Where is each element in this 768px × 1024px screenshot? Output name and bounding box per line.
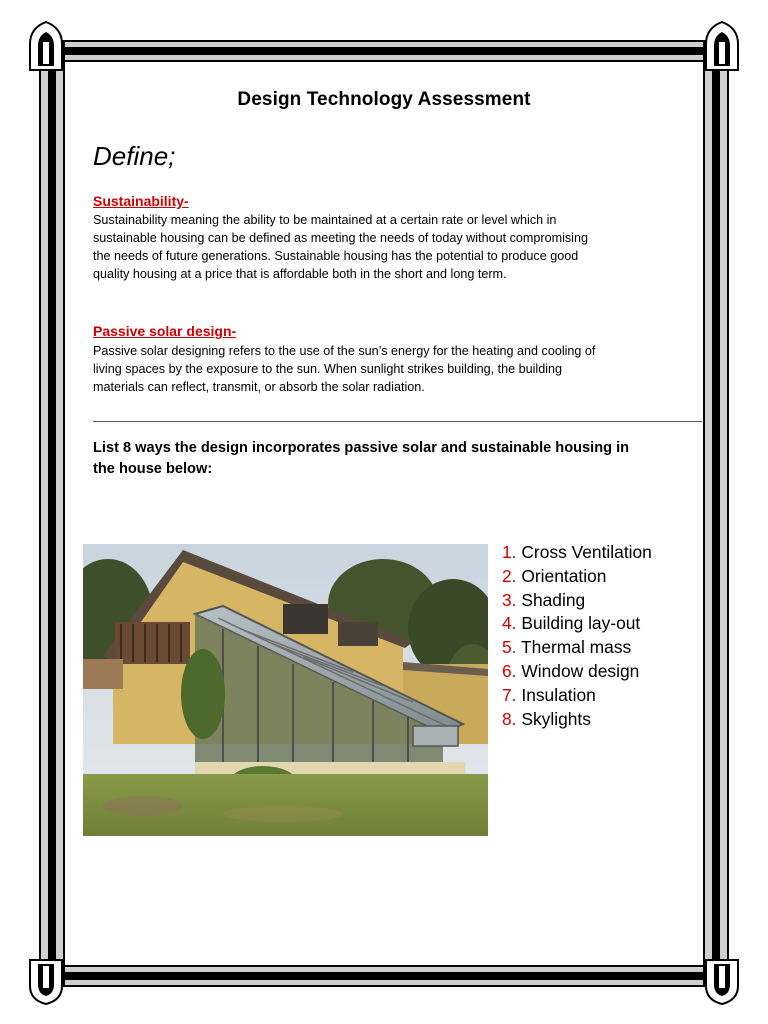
definition-line: Passive solar designing refers to the use of the sun’s energy for the heating and cooling of	[93, 344, 596, 358]
list-label: Orientation	[521, 565, 607, 586]
definition-line: living spaces by the exposure to the sun. When sunlight strikes building, the building	[93, 362, 563, 376]
define-heading: Define;	[93, 141, 176, 171]
list-number: 8.	[502, 708, 517, 729]
definition-line: Sustainability meaning the ability to be maintained at a certain rate or level which in	[93, 213, 557, 227]
task-question	[93, 438, 693, 480]
ways-list	[502, 541, 652, 731]
list-number: 2.	[502, 565, 517, 586]
document-title: Design Technology Assessment	[237, 89, 531, 110]
list-label: Cross Ventilation	[521, 542, 652, 562]
definition-line: materials can reflect, transmit, or absorb the solar radiation.	[93, 380, 425, 394]
list-number: 7.	[502, 684, 517, 705]
list-label: Skylights	[521, 708, 591, 729]
list-item	[502, 708, 652, 732]
list-item	[502, 684, 652, 708]
list-item	[502, 541, 652, 565]
list-number: 4.	[502, 613, 517, 634]
list-label: Building lay-out	[521, 613, 641, 634]
sustainability-definition	[93, 211, 673, 283]
question-line: the house below:	[93, 461, 213, 477]
list-label: Window design	[521, 660, 640, 681]
list-number: 3.	[502, 589, 517, 610]
definition-line: the needs of future generations. Sustainable housing has the potential to produce good	[93, 249, 579, 263]
house-photo	[83, 544, 488, 836]
definition-line: sustainable housing can be defined as meeting the needs of today without compromising	[93, 231, 588, 245]
sustainability-term: Sustainability-	[93, 193, 189, 209]
list-item	[502, 565, 652, 589]
list-number: 6.	[502, 660, 517, 681]
list-item	[502, 660, 652, 684]
question-line: List 8 ways the design incorporates passive solar and sustainable housing in	[93, 440, 630, 456]
list-item	[502, 612, 652, 636]
list-label: Insulation	[521, 684, 596, 705]
passive-solar-term: Passive solar design-	[93, 323, 237, 339]
list-label: Thermal mass	[521, 637, 632, 658]
list-number: 5.	[502, 637, 517, 658]
list-label: Shading	[521, 589, 586, 610]
definition-line: quality housing at a price that is affordable both in the short and long term.	[93, 267, 507, 281]
horizontal-divider	[93, 421, 702, 422]
list-number: 1.	[502, 542, 517, 562]
list-item	[502, 636, 652, 660]
passive-solar-definition	[93, 342, 673, 396]
list-item	[502, 589, 652, 613]
